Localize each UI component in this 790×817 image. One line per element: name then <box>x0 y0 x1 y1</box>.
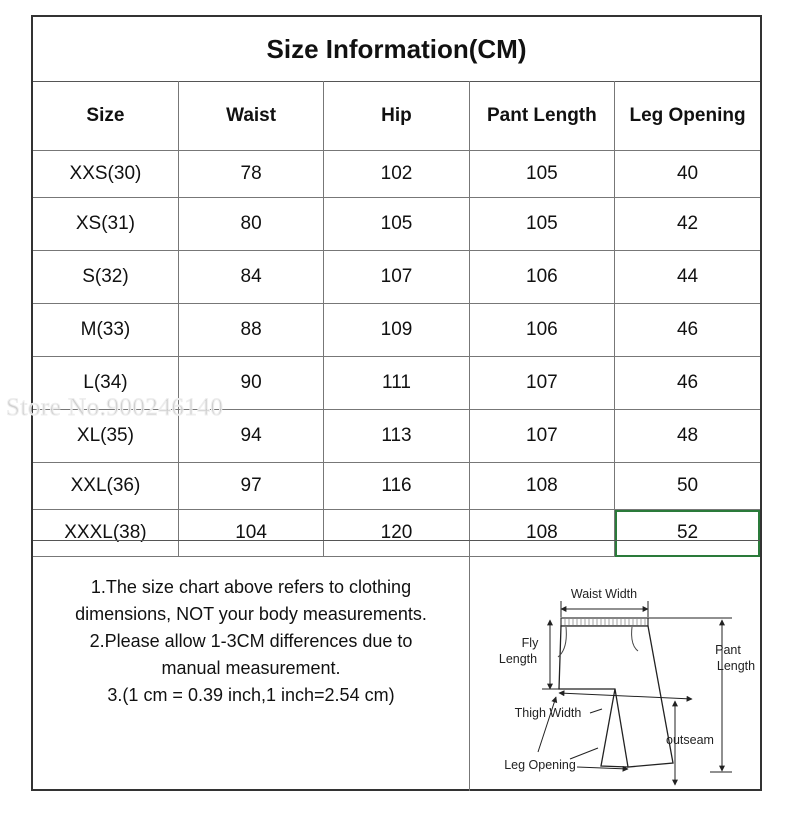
cell-size: S(32) <box>33 251 178 304</box>
cell-size: XXL(36) <box>33 463 178 510</box>
cell-waist: 84 <box>178 251 323 304</box>
cell-hip: 105 <box>324 198 469 251</box>
cell-waist: 88 <box>178 304 323 357</box>
cell-leg-opening: 46 <box>615 304 760 357</box>
table-row <box>33 304 760 357</box>
note-line: 2.Please allow 1-3CM differences due to <box>89 631 413 651</box>
cell-hip: 111 <box>324 357 469 410</box>
table-row <box>33 251 760 304</box>
cell-pant-length: 105 <box>469 198 614 251</box>
note-line: 1.The size chart above refers to clothing <box>90 577 412 597</box>
cell-pant-length: 105 <box>469 151 614 198</box>
cell-leg-opening: 50 <box>615 463 760 510</box>
waistband-stitches <box>565 619 645 625</box>
header-leg-opening: Leg Opening <box>615 81 760 151</box>
header-pant-length: Pant Length <box>469 81 614 151</box>
cell-size: XS(31) <box>33 198 178 251</box>
waistband-shape <box>561 618 648 626</box>
note-line: manual measurement. <box>161 658 341 678</box>
cell-waist: 78 <box>178 151 323 198</box>
cell-pant-length: 108 <box>469 463 614 510</box>
cell-pant-length: 107 <box>469 357 614 410</box>
pant-length-label-1: Pant <box>715 643 741 657</box>
cell-pant-length: 106 <box>469 304 614 357</box>
fly-length-label-1: Fly <box>521 636 539 650</box>
cell-pant-length: 107 <box>469 410 614 463</box>
pants-diagram <box>470 541 762 791</box>
cell-leg-opening: 42 <box>615 198 760 251</box>
cell-waist: 90 <box>178 357 323 410</box>
cell-leg-opening: 46 <box>615 357 760 410</box>
table-row <box>33 151 760 198</box>
header-hip: Hip <box>324 81 469 151</box>
cell-leg-opening: 48 <box>615 410 760 463</box>
chart-title: Size Information(CM) <box>33 17 760 82</box>
cell-hip: 109 <box>324 304 469 357</box>
cell-pant-length: 106 <box>469 251 614 304</box>
pants-outline <box>559 626 673 767</box>
table-row <box>33 463 760 510</box>
cell-size: M(33) <box>33 304 178 357</box>
cell-leg-opening: 44 <box>615 251 760 304</box>
leg-opening-label: Leg Opening <box>504 758 576 772</box>
header-waist: Waist <box>178 81 323 151</box>
pant-length-label-2: Length <box>716 659 756 673</box>
cell-hip: 107 <box>324 251 469 304</box>
notes-panel <box>33 541 470 791</box>
table-header-row <box>33 81 760 151</box>
note-line: dimensions, NOT your body measurements. <box>75 604 427 624</box>
cell-size: L(34) <box>33 357 178 410</box>
cell-hip: 113 <box>324 410 469 463</box>
cell-hip: 120 <box>324 510 469 557</box>
fly-length-label-2: Length <box>498 652 538 666</box>
cell-size: XXS(30) <box>33 151 178 198</box>
cell-size: XL(35) <box>33 410 178 463</box>
info-section <box>33 540 760 791</box>
cell-waist: 104 <box>178 510 323 557</box>
waist-width-label: Waist Width <box>570 587 638 601</box>
thigh-width-label: Thigh Width <box>514 706 582 720</box>
cell-hip: 102 <box>324 151 469 198</box>
cell-leg-opening-selected[interactable]: 52 <box>615 510 760 557</box>
store-watermark: Store No.900246140 <box>6 394 224 421</box>
table-row <box>33 198 760 251</box>
pants-measurement-illustration <box>470 541 762 792</box>
cell-waist: 80 <box>178 198 323 251</box>
cell-size: XXXL(38) <box>33 510 178 557</box>
outseam-label: outseam <box>666 733 714 747</box>
cell-waist: 97 <box>178 463 323 510</box>
cell-hip: 116 <box>324 463 469 510</box>
cell-pant-length: 108 <box>469 510 614 557</box>
note-line: 3.(1 cm = 0.39 inch,1 inch=2.54 cm) <box>107 685 395 705</box>
cell-waist: 94 <box>178 410 323 463</box>
size-table <box>33 81 760 557</box>
header-size: Size <box>33 81 178 151</box>
cell-leg-opening: 40 <box>615 151 760 198</box>
